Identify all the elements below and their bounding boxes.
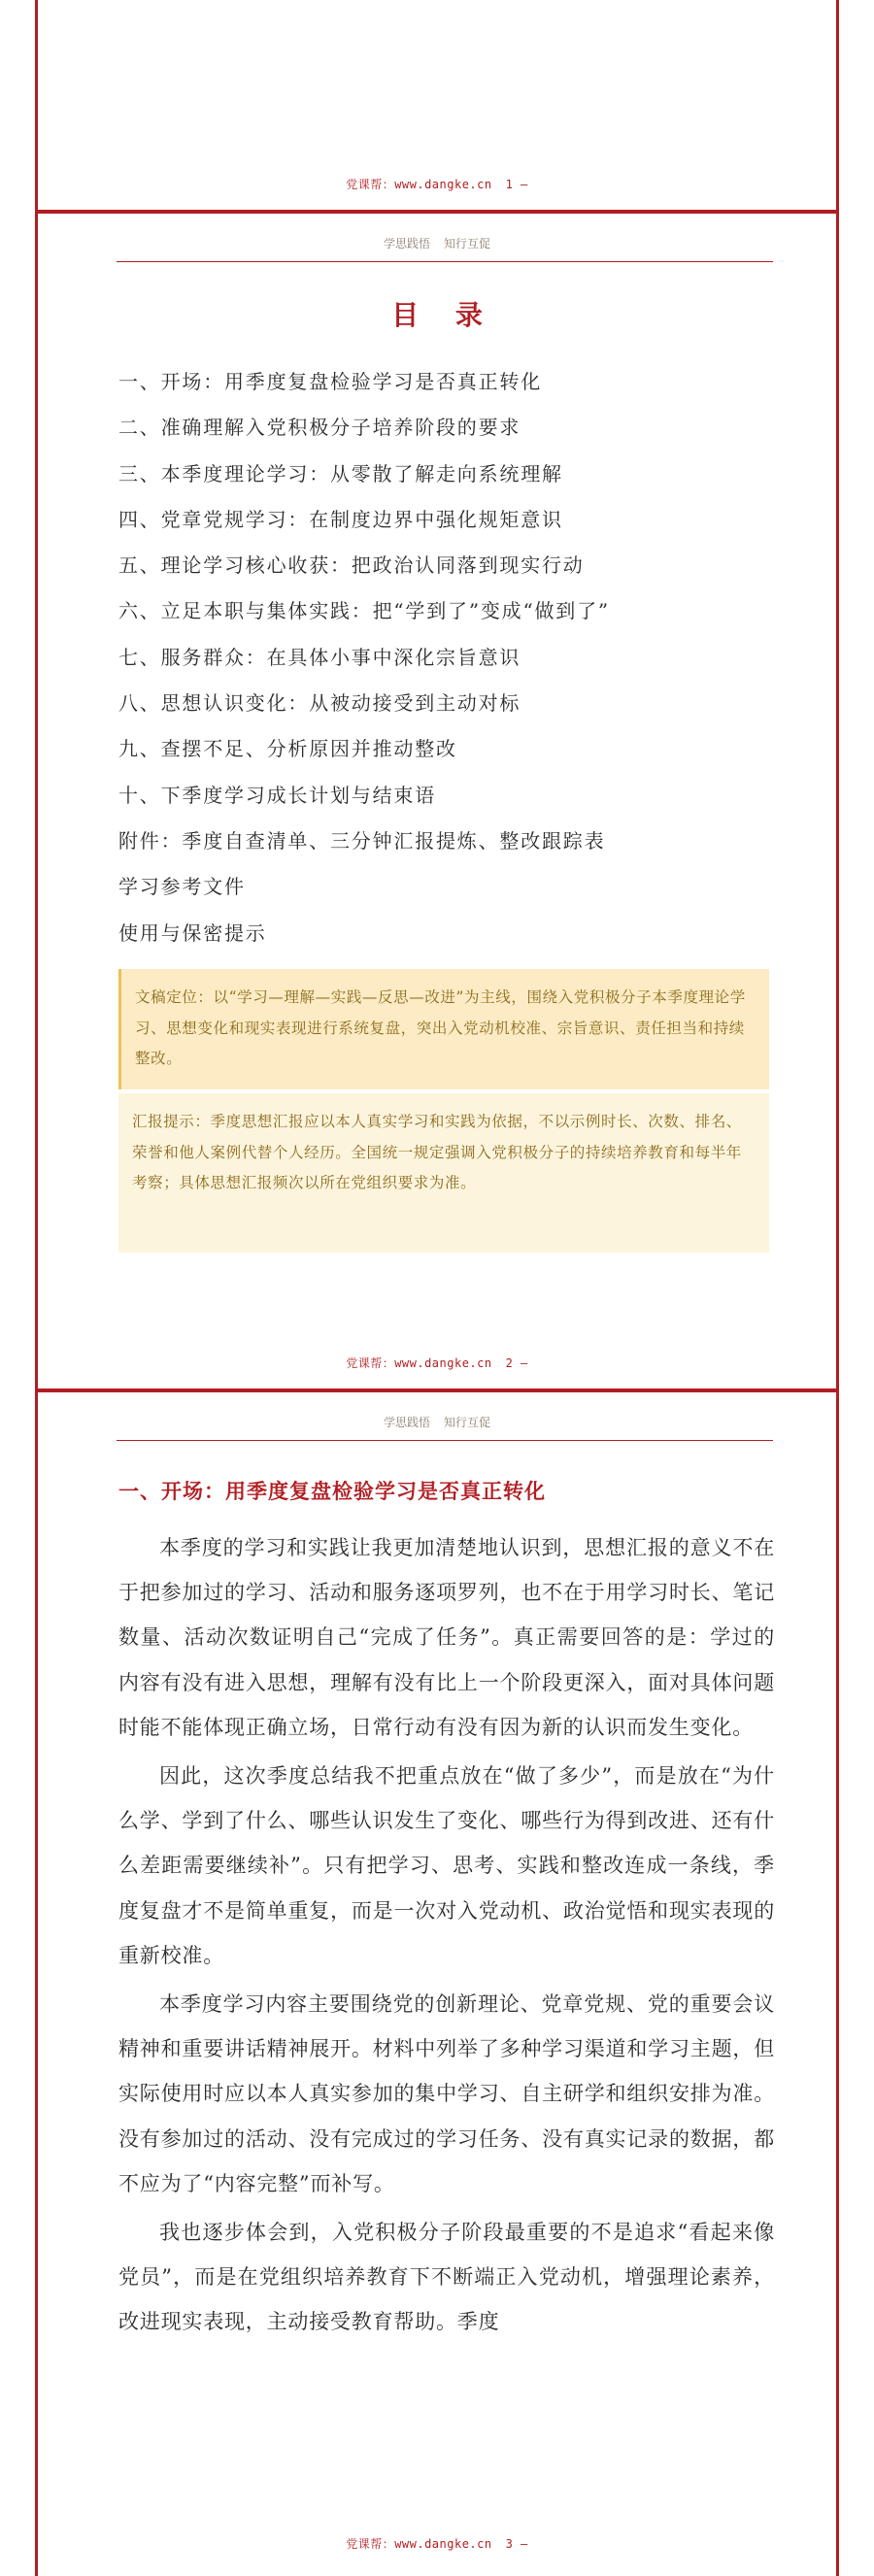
footer-site: 党课帮：www.dangke.cn bbox=[346, 2537, 492, 2551]
toc-list bbox=[118, 359, 610, 956]
page-separator bbox=[35, 210, 839, 214]
toc-item: 七、服务群众：在具体小事中深化宗旨意识 bbox=[118, 645, 521, 669]
toc-item: 九、查摆不足、分析原因并推动整改 bbox=[118, 737, 457, 761]
page-footer bbox=[0, 1355, 874, 1371]
reminder-note: 汇报提示：季度思想汇报应以本人真实学习和实践为依据，不以示例时长、次数、排名、荣誉和他人案例代替个人经历。全国统一规定强调入党积极分子的持续培养教育和每半年考察；具体思想汇报频次以所在党组织要求为准。 bbox=[118, 1093, 769, 1253]
header-left-text: 学思践悟 bbox=[383, 237, 430, 251]
header-right-text: 知行互促 bbox=[444, 237, 491, 251]
header-rule bbox=[117, 261, 773, 262]
toc-item: 附件：季度自查清单、三分钟汇报提炼、整改跟踪表 bbox=[118, 828, 606, 853]
page-footer bbox=[0, 2535, 874, 2552]
body-paragraph: 因此，这次季度总结我不把重点放在“做了多少”，而是放在“为什么学、学到了什么、哪些认识发生了变化、哪些行为得到改进、还有什么差距需要继续补”。只有把学习、思考、实践和整改连成一条线，季度复盘才不是简单重复，而是一次对入党动机、政治觉悟和现实表现的重新校准。 bbox=[118, 1764, 775, 1967]
page-header bbox=[117, 235, 757, 251]
header-rule bbox=[117, 1440, 773, 1441]
toc-item: 四、党章党规学习：在制度边界中强化规矩意识 bbox=[118, 507, 563, 531]
toc-item: 一、开场：用季度复盘检验学习是否真正转化 bbox=[118, 370, 542, 393]
page-footer bbox=[0, 176, 874, 192]
body-paragraph: 我也逐步体会到，入党积极分子阶段最重要的不是追求“看起来像党员”，而是在党组织培养教育下不断端正入党动机，增强理论素养，改进现实表现，主动接受教育帮助。季度 bbox=[118, 2221, 775, 2334]
body-paragraph: 本季度学习内容主要围绕党的创新理论、党章党规、党的重要会议精神和重要讲话精神展开。材料中列举了多种学习渠道和学习主题，但实际使用时应以本人真实参加的集中学习、自主研学和组织安排为准。没有参加过的活动、没有完成过的学习任务、没有真实记录的数据，都不应为了“内容完整”而补写。 bbox=[118, 1992, 775, 2195]
positioning-note: 文稿定位：以“学习—理解—实践—反思—改进”为主线，围绕入党积极分子本季度理论学习、思想变化和现实表现进行系统复盘，突出入党动机校准、宗旨意识、责任担当和持续整改。 bbox=[118, 969, 769, 1089]
toc-item: 三、本季度理论学习：从零散了解走向系统理解 bbox=[118, 461, 563, 485]
section-heading: 一、开场：用季度复盘检验学习是否真正转化 bbox=[118, 1480, 546, 1503]
header-left-text: 学思践悟 bbox=[383, 1416, 430, 1429]
toc-item: 六、立足本职与集体实践：把“学到了”变成“做到了” bbox=[118, 599, 610, 623]
toc-item: 五、理论学习核心收获：把政治认同落到现实行动 bbox=[118, 553, 585, 578]
page-number: 1 — bbox=[505, 178, 528, 191]
page-number: 2 — bbox=[505, 1356, 528, 1370]
page-header bbox=[117, 1414, 757, 1430]
section-body bbox=[118, 1525, 775, 2349]
footer-site: 党课帮：www.dangke.cn bbox=[346, 178, 492, 191]
toc-item: 八、思想认识变化：从被动接受到主动对标 bbox=[118, 691, 521, 716]
toc-title: 目 录 bbox=[391, 299, 496, 331]
page-separator bbox=[35, 1388, 839, 1392]
toc-item: 使用与保密提示 bbox=[118, 920, 267, 945]
toc-item: 学习参考文件 bbox=[118, 875, 246, 899]
body-paragraph: 本季度的学习和实践让我更加清楚地认识到，思想汇报的意义不在于把参加过的学习、活动和服务逐项罗列，也不在于用学习时长、笔记数量、活动次数证明自己“完成了任务”。真正需要回答的是：学过的内容有没有进入思想，理解有没有比上一个阶段更深入，面对具体问题时能不能体现正确立场，日常行动有没有因为新的认识而发生变化。 bbox=[118, 1536, 775, 1739]
page-number: 3 — bbox=[505, 2537, 528, 2551]
header-right-text: 知行互促 bbox=[444, 1416, 491, 1429]
toc-item: 十、下季度学习成长计划与结束语 bbox=[118, 783, 436, 807]
footer-site: 党课帮：www.dangke.cn bbox=[346, 1356, 492, 1370]
toc-item: 二、准确理解入党积极分子培养阶段的要求 bbox=[118, 416, 521, 440]
